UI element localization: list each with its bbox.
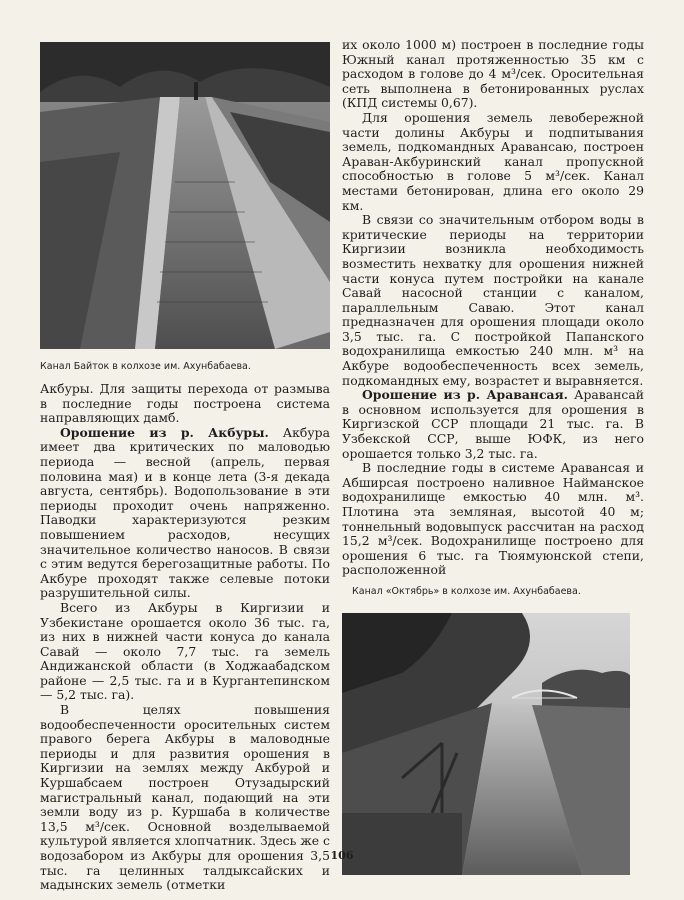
heading-akbura: Орошение из р. Акбуры.	[60, 424, 269, 440]
paragraph-aravansay	[342, 388, 644, 461]
paragraph-aravan-canal: Для орошения земель левобережной части долины Акбуры и подпитывания земель, подкомандных Аравансаю, построен Араван-Акбуринский канал пропускной способностью в голове 5 м³/сек. Канал местами бетонирован, длина его около 29 км.	[342, 109, 644, 213]
right-column	[342, 38, 644, 875]
photo-caption-right: Канал «Октябрь» в колхозе им. Ахунбабаева.	[352, 585, 581, 597]
aravansay-text: Аравансай в основном используется для орошения в Киргизской ССР площади 21 тыс. га. В Узбекской ССР, выше ЮФК, из него орошается только 3,2 тыс. га.	[342, 387, 644, 461]
paragraph-otuzadyr-canal: В целях повышения водообеспеченности оросительных систем правого берега Акбуры в маловодные периоды и для развития орошения в Киргизии на землях между Акбурой и Куршабсаем построен Отузадырский магистральный канал, подающий на эти земли воду из р. Куршаба в количестве 13,5 м³/сек. Основной возделываемой культурой является хлопчатник. Здесь же с водозабором из Акбуры для орошения 3,5 тыс. га целинных талдыксайских и мадынских земель (отметки	[40, 702, 330, 893]
photo-caption-left: Канал Байток в колхозе им. Ахунбабаева.	[40, 361, 251, 372]
paragraph-akbura	[40, 426, 330, 601]
paragraph-papan-reservoir: В связи со значительным отбором воды в критические периоды на территории Киргизии возникла необходимость возместить нехватку для орошения нижней части конуса путем постройки на канале Савай насосной станции с каналом, параллельным Саваю. Этот канал предназначен для орошения площади около 3,5 тыс. га. С постройкой Папанского водохранилища емкостью 240 млн. м³ на Акбуре водообеспеченность всех земель, подкомандных ему, возрастет и выравняется.	[342, 212, 644, 388]
paragraph-continuation: Акбуры. Для защиты перехода от размыва в последние годы построена система направляющих дамб.	[40, 381, 330, 426]
akbura-text: Акбура имеет два критических по маловодью периода — весной (апрель, первая половина мая) и в конце лета (3-я декада августа, сентябрь). Водопользование в эти периоды проходит очень напряженно. Паводки характеризуются резким повышением расходов, несущих значительное количество наносов. В связи с этим ведутся берегозащитные работы. По Акбуре проходят также селевые потоки разрушительной силы.	[40, 424, 330, 601]
photo-baytok-canal	[40, 42, 330, 349]
paragraph-irrigated-area: Всего из Акбуры в Киргизии и Узбекистане орошается около 36 тыс. га, из них в нижней части конуса до канала Савай — около 7,7 тыс. га земель Андижанской области (в Ходжаабадском районе — 2,5 тыс. га и в Кургантепинском — 5,2 тыс. га).	[40, 599, 330, 703]
left-column	[40, 42, 330, 893]
paragraph-south-canal: их около 1000 м) построен в последние годы Южный канал протяженностью 35 км с расходом в голове до 4 м³/сек. Оросительная сеть выполнена в бетонированных руслах (КПД системы 0,67).	[342, 37, 644, 111]
page-number: 106	[330, 849, 354, 862]
paragraph-naiman-reservoir: В последние годы в системе Аравансая и Абширсая построено наливное Найманское водохранилище емкостью 40 млн. м³. Плотина эта земляная, высотой 40 м; тоннельный водовыпуск рассчитан на расход 15,2 м³/сек. Водохранилище построено для орошения 6 тыс. га Тюямуюнской степи, расположенной	[342, 460, 644, 578]
photo-october-canal	[342, 613, 630, 875]
heading-aravansay: Орошение из р. Аравансая.	[362, 387, 568, 403]
